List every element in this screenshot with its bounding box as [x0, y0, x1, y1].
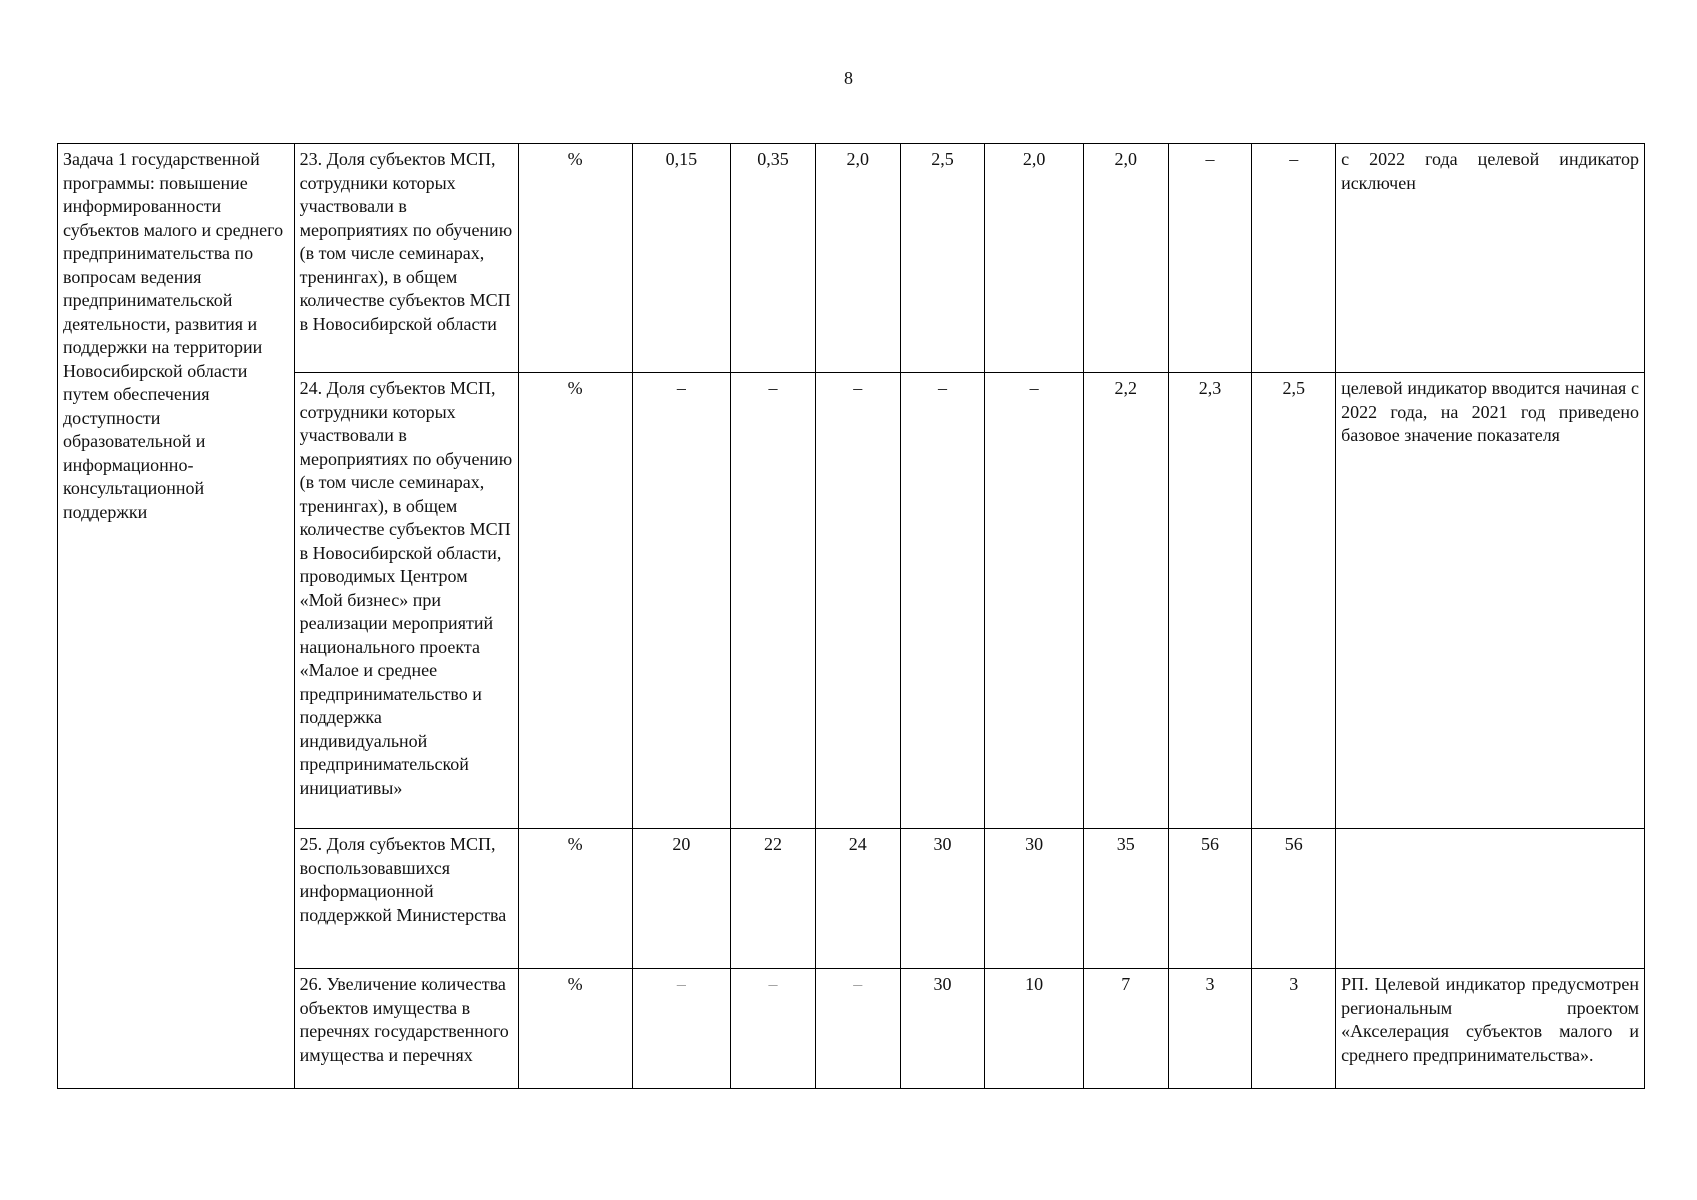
value-cell: 0,35 — [731, 144, 816, 373]
value-cell: 3 — [1252, 969, 1336, 1089]
value-cell: 2,0 — [1083, 144, 1168, 373]
value-cell: 7 — [1083, 969, 1168, 1089]
note-cell: целевой индикатор вводится начиная с 2022 года, на 2021 год приведено базовое значение показателя — [1336, 373, 1645, 829]
value-cell: – — [815, 969, 900, 1089]
value-cell: – — [632, 969, 730, 1089]
unit-cell: % — [518, 829, 632, 969]
value-cell: 0,15 — [632, 144, 730, 373]
value-cell: 2,5 — [900, 144, 985, 373]
value-cell: 56 — [1252, 829, 1336, 969]
value-cell: 2,5 — [1252, 373, 1336, 829]
table-row — [58, 969, 1645, 1089]
value-cell: 2,0 — [985, 144, 1083, 373]
table-row — [58, 829, 1645, 969]
unit-cell: % — [518, 144, 632, 373]
value-cell: 30 — [900, 829, 985, 969]
value-cell: – — [632, 373, 730, 829]
indicator-cell: 24. Доля субъектов МСП, сотрудники которых участвовали в мероприятиях по обучению (в том числе семинарах, тренингах), в общем количестве субъектов МСП в Новосибирской области, проводимых Центром «Мой бизнес» при реализации мероприятий национального проекта «Малое и среднее предпринимательство и поддержка индивидуальной предпринимательской инициативы» — [294, 373, 518, 829]
note-cell: с 2022 года целевой индикатор исключен — [1336, 144, 1645, 373]
value-cell: 30 — [985, 829, 1083, 969]
value-cell: – — [731, 373, 816, 829]
value-cell: – — [985, 373, 1083, 829]
table-row — [58, 144, 1645, 373]
task-cell: Задача 1 государственной программы: повышение информированности субъектов малого и среднего предпринимательства по вопросам ведения предпринимательской деятельности, развития и поддержки на территории Новосибирской области путем обеспечения доступности образовательной и информационно-консультационной поддержки — [58, 144, 295, 1089]
value-cell: – — [731, 969, 816, 1089]
value-cell: 22 — [731, 829, 816, 969]
value-cell: 56 — [1168, 829, 1252, 969]
value-cell: 30 — [900, 969, 985, 1089]
value-cell: 2,3 — [1168, 373, 1252, 829]
table-row — [58, 373, 1645, 829]
value-cell: – — [1168, 144, 1252, 373]
note-cell: РП. Целевой индикатор предусмотрен региональным проектом «Акселерация субъектов малого и среднего предпринимательства». — [1336, 969, 1645, 1089]
value-cell: 24 — [815, 829, 900, 969]
value-cell: 35 — [1083, 829, 1168, 969]
value-cell: – — [815, 373, 900, 829]
value-cell: – — [1252, 144, 1336, 373]
note-cell — [1336, 829, 1645, 969]
indicator-cell: 23. Доля субъектов МСП, сотрудники которых участвовали в мероприятиях по обучению (в том числе семинарах, тренингах), в общем количестве субъектов МСП в Новосибирской области — [294, 144, 518, 373]
page-number: 8 — [844, 68, 853, 88]
value-cell: 20 — [632, 829, 730, 969]
unit-cell: % — [518, 373, 632, 829]
value-cell: 10 — [985, 969, 1083, 1089]
value-cell: – — [900, 373, 985, 829]
indicator-cell: 26. Увеличение количества объектов имущества в перечнях государственного имущества и перечнях — [294, 969, 518, 1089]
indicator-cell: 25. Доля субъектов МСП, воспользовавшихся информационной поддержкой Министерства — [294, 829, 518, 969]
value-cell: 2,0 — [815, 144, 900, 373]
indicators-table — [57, 143, 1645, 1089]
unit-cell: % — [518, 969, 632, 1089]
value-cell: 3 — [1168, 969, 1252, 1089]
value-cell: 2,2 — [1083, 373, 1168, 829]
